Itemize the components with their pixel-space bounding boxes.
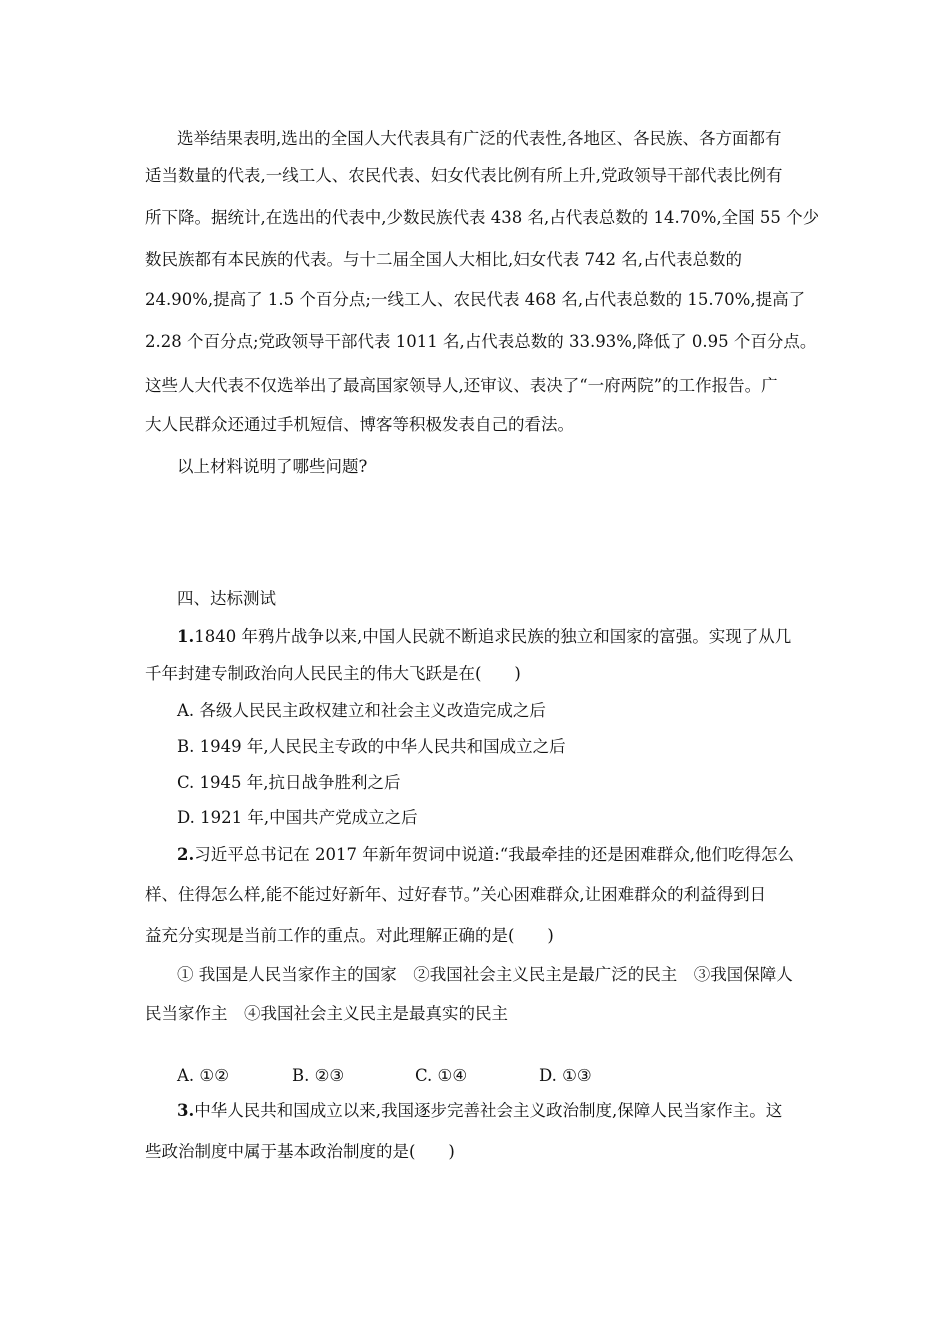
question-2-line: [177, 845, 794, 865]
question-text: 习近平总书记在 2017 年新年贺词中说道:“我最牵挂的还是困难群众,他们吃得怎么: [194, 845, 794, 864]
option-d: D. ①③: [539, 1066, 592, 1085]
question-number: 3.: [177, 1101, 195, 1120]
question-1-line: 千年封建专制政治向人民民主的伟大飞跃是在( ): [145, 664, 521, 683]
question-text: 1840 年鸦片战争以来,中国人民就不断追求民族的独立和国家的富强。实现了从几: [194, 627, 792, 646]
material-line: 选举结果表明,选出的全国人大代表具有广泛的代表性,各地区、各民族、各方面都有: [177, 129, 782, 148]
material-line: 大人民群众还通过手机短信、博客等积极发表自己的看法。: [145, 415, 574, 434]
question-3-line: 些政治制度中属于基本政治制度的是( ): [145, 1142, 455, 1161]
option-a: A. 各级人民民主政权建立和社会主义改造完成之后: [177, 701, 546, 720]
material-line: 2.28 个百分点;党政领导干部代表 1011 名,占代表总数的 33.93%,降低了 0.95 个百分点。: [145, 332, 817, 351]
material-line: 24.90%,提高了 1.5 个百分点;一线工人、农民代表 468 名,占代表总数的 15.70%,提高了: [145, 290, 806, 309]
material-line: 这些人大代表不仅选举出了最高国家领导人,还审议、表决了“一府两院”的工作报告。广: [145, 376, 778, 395]
material-question: 以上材料说明了哪些问题?: [177, 457, 368, 476]
option-d: D. 1921 年,中国共产党成立之后: [177, 808, 418, 827]
question-2-line: 样、住得怎么样,能不能过好新年、过好春节。”关心困难群众,让困难群众的利益得到日: [145, 885, 767, 904]
option-b: B. ②③: [292, 1066, 345, 1085]
question-number: 1.: [177, 627, 195, 646]
option-c: C. ①④: [415, 1066, 468, 1085]
question-1-line: [177, 627, 791, 647]
section-title: 四、达标测试: [177, 589, 276, 608]
question-text: 中华人民共和国成立以来,我国逐步完善社会主义政治制度,保障人民当家作主。这: [194, 1101, 783, 1120]
question-number: 2.: [177, 845, 195, 864]
statement-line: 民当家作主 ④我国社会主义民主是最真实的民主: [145, 1004, 508, 1023]
statement-line: ① 我国是人民当家作主的国家 ②我国社会主义民主是最广泛的民主 ③我国保障人: [177, 965, 793, 984]
material-line: 适当数量的代表,一线工人、农民代表、妇女代表比例有所上升,党政领导干部代表比例有: [145, 166, 783, 185]
material-line: 所下降。据统计,在选出的代表中,少数民族代表 438 名,占代表总数的 14.70%,全国 55 个少: [145, 208, 820, 227]
question-2-line: 益充分实现是当前工作的重点。对此理解正确的是( ): [145, 926, 554, 945]
material-line: 数民族都有本民族的代表。与十二届全国人大相比,妇女代表 742 名,占代表总数的: [145, 250, 742, 269]
question-3-line: [177, 1101, 782, 1121]
option-b: B. 1949 年,人民民主专政的中华人民共和国成立之后: [177, 737, 566, 756]
option-c: C. 1945 年,抗日战争胜利之后: [177, 773, 401, 792]
option-a: A. ①②: [177, 1066, 229, 1085]
